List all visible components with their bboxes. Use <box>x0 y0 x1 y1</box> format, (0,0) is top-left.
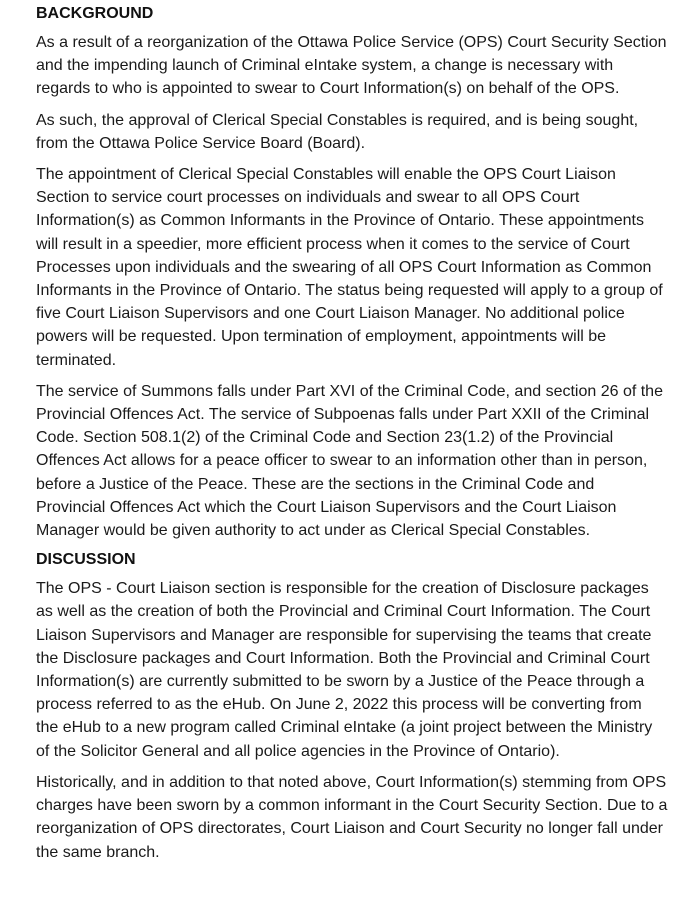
section-discussion <box>36 550 668 863</box>
section-background <box>36 4 668 542</box>
paragraph: As a result of a reorganization of the Ottawa Police Service (OPS) Court Security Section and the impending launch of Criminal eIntake system, a change is necessary with regards to who is appointed to swear to Court Information(s) on behalf of the OPS. <box>36 34 667 98</box>
paragraph: Historically, and in addition to that noted above, Court Information(s) stemming from OPS charges have been sworn by a common informant in the Court Security Section. Due to a reorganization of OPS directorates, Court Liaison and Court Security no longer fall under the same branch. <box>36 773 668 861</box>
paragraph: The appointment of Clerical Special Constables will enable the OPS Court Liaison Section to service court processes on individuals and swear to all OPS Court Information(s) as Common Informants in the Province of Ontario. These appointments will result in a speedier, more efficient process when it comes to the service of Court Processes upon individuals and the swearing of all OPS Court Information as Common Informants in the Province of Ontario. The status being requested will apply to a group of five Court Liaison Supervisors and one Court Liaison Manager. No additional police powers will be requested. Upon termination of employment, appointments will be terminated. <box>36 166 663 369</box>
section-heading-background: BACKGROUND <box>36 5 154 22</box>
document-body <box>36 4 668 872</box>
paragraph: The OPS - Court Liaison section is responsible for the creation of Disclosure packages as well as the creation of both the Provincial and Criminal Court Information. The Court Liaison Supervisors and Manager are responsible for supervising the teams that create the Disclosure packages and Court Information. Both the Provincial and Criminal Court Information(s) are currently submitted to be sworn by a Justice of the Peace through a process referred to as the eHub. On June 2, 2022 this process will be converting from the eHub to a new program called Criminal eIntake (a joint project between the Ministry of the Solicitor General and all police agencies in the Province of Ontario). <box>36 580 653 760</box>
paragraph: The service of Summons falls under Part XVI of the Criminal Code, and section 26 of the Provincial Offences Act. The service of Subpoenas falls under Part XXII of the Criminal Code. Section 508.1(2) of the Criminal Code and Section 23(1.2) of the Provincial Offences Act allows for a peace officer to swear to an information other than in person, before a Justice of the Peace. These are the sections in the Criminal Code and Provincial Offences Act which the Court Liaison Supervisors and the Court Liaison Manager would be given authority to act under as Clerical Special Constables. <box>36 382 663 540</box>
section-heading-discussion: DISCUSSION <box>36 551 136 569</box>
paragraph: As such, the approval of Clerical Special Constables is required, and is being sought, from the Ottawa Police Service Board (Board). <box>36 111 639 152</box>
